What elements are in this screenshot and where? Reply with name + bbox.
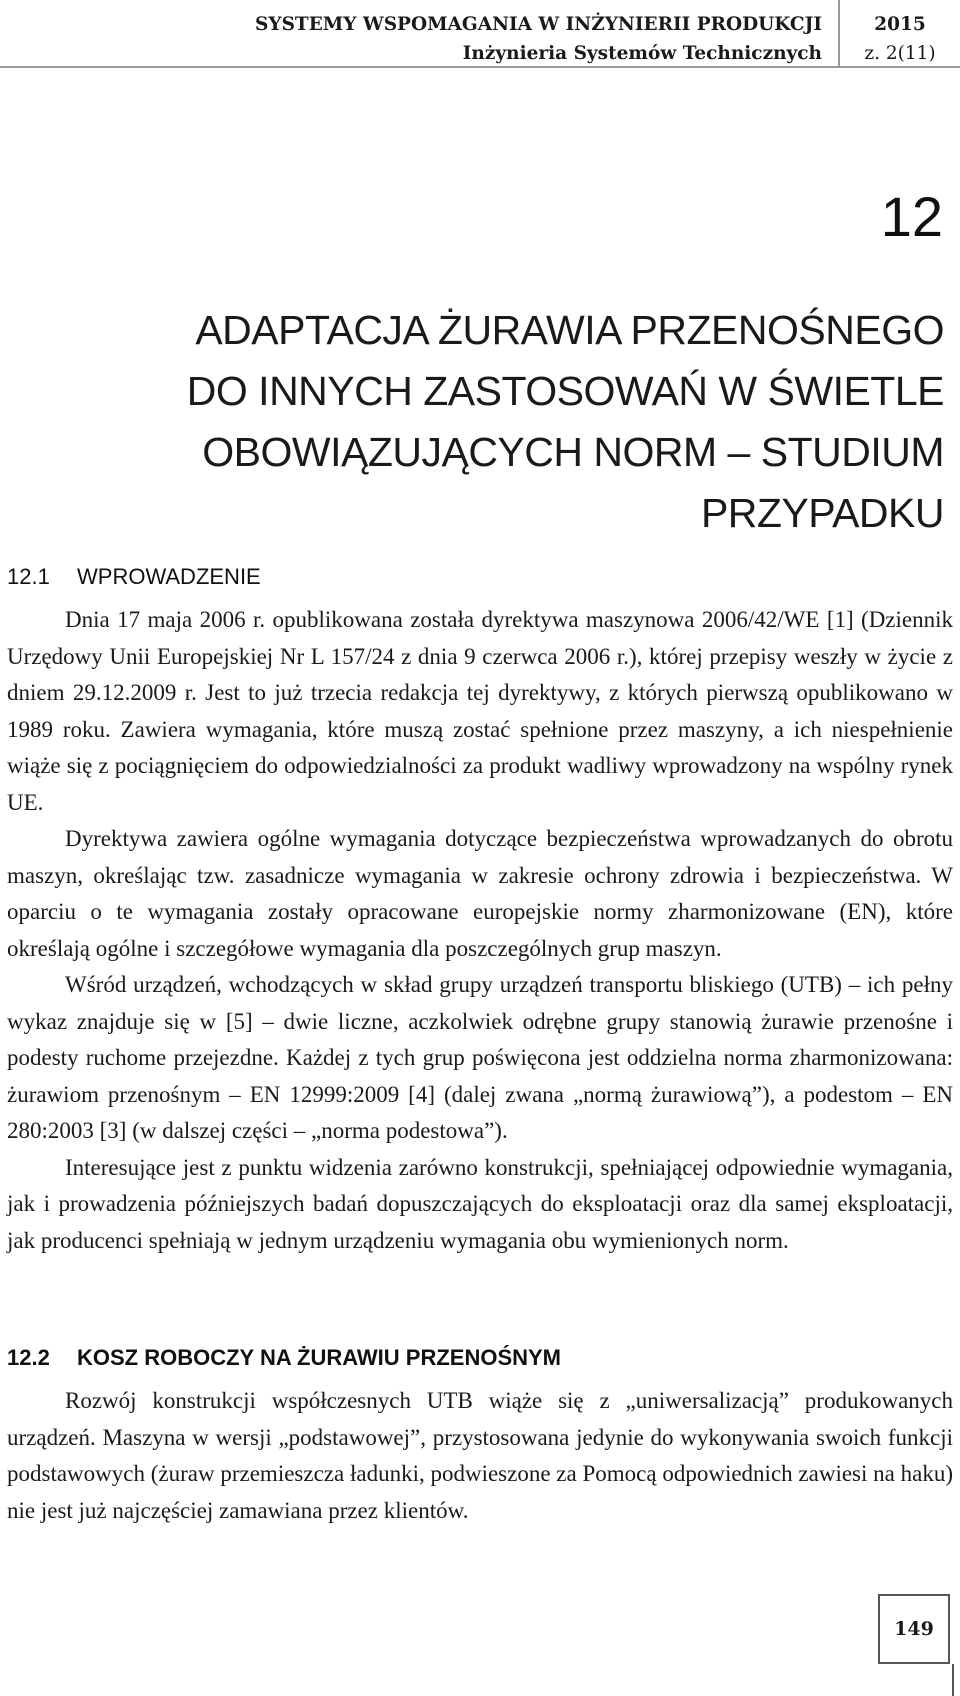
chapter-title-line: DO INNYCH ZASTOSOWAŃ W ŚWIETLE	[186, 368, 944, 414]
section-number: 12.1	[7, 564, 50, 589]
section-title: KOSZ ROBOCZY NA ŻURAWIU PRZENOŚNYM	[77, 1345, 562, 1370]
journal-line-2: Inżynieria Systemów Technicznych	[462, 43, 822, 64]
paragraph: Wśród urządzeń, wchodzących w skład grupy urządzeń transportu bliskiego (UTB) – ich pełny wykaz znajduje się w [5] – dwie liczne, aczkolwiek odrębne grupy stanowią żurawie przenośne i podesty ruchome przejezdne. Każdej z tych grup poświęcona jest oddzielna norma zharmonizowana: żurawiom przenośnym – EN 12999:2009 [4] (dalej zwana „normą żurawiową”), a podestom – EN 280:2003 [3] (w dalszej części – „norma podestowa”).	[7, 972, 953, 1143]
journal-year: 2015	[874, 14, 926, 35]
paragraph: Dyrektywa zawiera ogólne wymagania dotyczące bezpieczeństwa wprowadzanych do obrotu maszyn, określając tzw. zasadnicze wymagania w zakresie ochrony zdrowia i bezpieczeństwa. W oparciu o te wymagania zostały opracowane europejskie normy zharmonizowane (EN), które określają ogólne i szczegółowe wymagania dla poszczególnych grup maszyn.	[7, 826, 953, 961]
section-body	[7, 1383, 953, 1529]
chapter-title	[44, 300, 944, 544]
paragraph: Dnia 17 maja 2006 r. opublikowana została dyrektywa maszynowa 2006/42/WE [1] (Dziennik Urzędowy Unii Europejskiej Nr L 157/24 z dnia 9 czerwca 2006 r.), której przepisy weszły w życie z dniem 29.12.2009 r. Jest to już trzecia redakcja tej dyrektywy, z których pierwszą opublikowano w 1989 roku. Zawiera wymagania, które muszą zostać spełnione przez maszyny, a ich niespełnienie wiąże się z pociągnięciem do odpowiedzialności za produkt wadliwy wprowadzony na wspólny rynek UE.	[7, 607, 953, 815]
journal-line-1: SYSTEMY WSPOMAGANIA W INŻYNIERII PRODUKCJI	[255, 14, 822, 35]
journal-issue-number: z. 2(11)	[864, 43, 936, 64]
chapter-title-line: ADAPTACJA ŻURAWIA PRZENOŚNEGO	[195, 307, 944, 353]
paragraph: Interesujące jest z punktu widzenia zarówno konstrukcji, spełniającej odpowiednie wymagania, jak i prowadzenia późniejszych badań dopuszczających do eksploatacji oraz dla samej eksploatacji, jak producenci spełniają w jednym urządzeniu wymagania obu wymienionych norm.	[7, 1154, 953, 1253]
chapter-title-line: PRZYPADKU	[700, 490, 944, 536]
paragraph: Rozwój konstrukcji współczesnych UTB wiąże się z „uniwersalizacją” produkowanych urządzeń. Maszyna w wersji „podstawowej”, przystosowana jedynie do wykonywania swoich funkcji podstawowych (żuraw przemieszcza ładunki, podwieszone za Pomocą odpowiednich zawiesi na haku) nie jest już najczęściej zamawiana przez klientów.	[7, 1388, 953, 1523]
chapter-number: 12	[880, 185, 943, 248]
page-number-rule	[952, 1664, 954, 1696]
section-title: WPROWADZENIE	[77, 564, 261, 589]
header-rule	[0, 66, 960, 68]
section-heading	[7, 564, 261, 590]
page-number: 149	[878, 1594, 950, 1664]
section-body	[7, 602, 953, 1259]
journal-issue	[850, 10, 950, 68]
chapter-title-line: OBOWIĄZUJĄCYCH NORM – STUDIUM	[202, 429, 944, 475]
section-heading	[7, 1345, 561, 1371]
header-divider	[838, 0, 840, 66]
journal-name	[255, 10, 822, 68]
running-header	[0, 0, 960, 70]
section-number: 12.2	[7, 1345, 50, 1370]
